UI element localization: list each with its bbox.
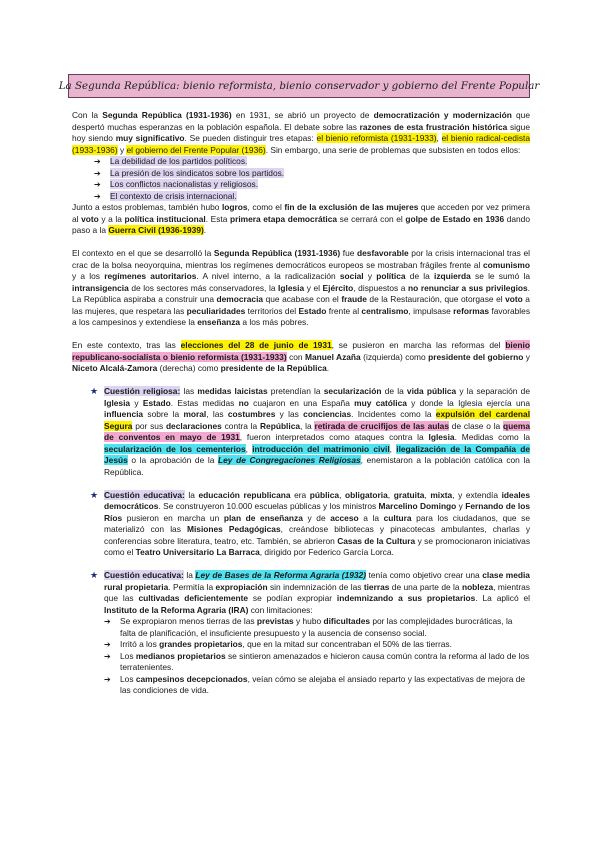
highlight: quema de conventos en mayo de 1931 — [104, 420, 531, 442]
list-item: ➔ La debilidad de los partidos políticos. — [94, 156, 530, 168]
list-item: ➔ Los campesinos decepcionados, veían cómo se alejaba el ansiado reparto y las expectativas de mejora de las condiciones de vida. — [104, 674, 530, 697]
section-heading: Cuestión educativa: — [104, 489, 185, 500]
highlight: secularización de los cementerios — [104, 443, 246, 454]
achievements-paragraph: Junto a estos problemas, también hubo logros, como el fin de la exclusión de las mujeres que acceden por vez primera al voto y a la política institucional. Esta primera etapa democrática se cerrará con el golpe de Estado en 1936 dando paso a la Guerra Civil (1936-1939). — [72, 202, 530, 235]
title-banner — [58, 74, 540, 98]
problems-list — [72, 156, 530, 202]
highlight: el bienio reformista (1931-1933) — [316, 133, 437, 143]
page-title: La Segunda República: bienio reformista, bienio conservador y gobierno del Frente Popular — [58, 80, 540, 92]
list-item: ➔ Los medianos propietarios se sintieron amenazados e hicieron causa común contra la reforma al lado de los terratenientes. — [104, 651, 530, 674]
context-paragraph: El contexto en el que se desarrolló la Segunda República (1931-1936) fue desfavorable por la crisis internacional tras el crac de la bolsa neoyorquina, mientras los regímenes democráticos europeos se mostraban frágiles frente al comunismo y a los regímenes autoritarios. A nivel interno, a la radicalización social y política de la izquierda se le sumó la intransigencia de los sectores más conservadores, la Iglesia y el Ejército, dispuestos a no renunciar a sus privilegios. La República aspiraba a construir una democracia que acabase con el fraude de la Restauración, que otorgase el voto a las mujeres, que respetara las peculiaridades territorios del Estado frente al centralismo, impulsase reformas favorables a los campesinos y extendiese la enseñanza a los más pobres. — [72, 248, 531, 327]
intro-paragraph: Con la Segunda República (1931-1936) en 1931, se abrió un proyecto de democratización y modernización que despertó muchas esperanzas en la población española. El debate sobre las razones de esta frustración histórica sigue hoy siendo muy significativo. Se pueden distinguir tres etapas: el bienio reformista (1931-1933), el bienio radical-cedista (1933-1936) y el gobierno del Frente Popular (1936). Sin embargo, una serie de problemas que subsisten en todos ellos: — [72, 110, 530, 155]
list-item: ➔ El contexto de crisis internacional. — [94, 191, 530, 203]
list-item: ➔ Irritó a los grandes propietarios, que en la mitad sur concentraban el 50% de las tierras. — [104, 639, 530, 651]
highlight: Guerra Civil (1936-1939) — [108, 225, 204, 235]
section-education: ★ Cuestión educativa: la educación republicana era pública, obligatoria, gratuita, mixta, y extendía ideales democráticos. Se construyeron 10.000 escuelas públicas y los ministros Marcelino Domingo y Fernando de los Ríos pusieron en marcha un plan de enseñanza y de acceso a la cultura para los ciudadanos, que se materializó con las Misiones Pedagógicas, creándose bibliotecas y pinacotecas ambulantes, charlas y conferencias sobre literatura, teatro, etc. También, se abrieron Casas de la Cultura y se promocionaron iniciativas como el Teatro Universitario La Barraca, dirigido por Federico García Lorca. — [90, 489, 531, 557]
list-item: ➔ Se expropiaron menos tierras de las previstas y hubo dificultades por las complejidades burocráticas, la falta de planificación, el insuficiente presupuesto y la ausencia de consenso social. — [104, 616, 530, 639]
list-item: ➔ La presión de los sindicatos sobre los partidos. — [94, 168, 530, 180]
highlight: Ley de Congregaciones Religiosas — [218, 455, 361, 465]
highlight: introducción del matrimonio civil — [252, 443, 390, 454]
star-bullet-icon: ★ — [90, 386, 99, 396]
highlight: retirada de crucifijos de las aulas — [314, 420, 449, 431]
highlight: bienio republicano-socialista o bienio reformista (1931-1933) — [72, 340, 530, 362]
highlight: Ley de Bases de la Reforma Agraria (1932) — [195, 570, 366, 580]
reform-sections — [72, 386, 530, 697]
star-bullet-icon: ★ — [90, 489, 99, 500]
highlight: el gobierno del Frente Popular (1936) — [126, 144, 266, 155]
star-bullet-icon: ★ — [90, 570, 99, 580]
highlight: elecciones del 28 de junio de 1931 — [180, 340, 332, 350]
highlight: el bienio radical-cedista (1933-1936) — [72, 133, 530, 155]
list-item: ➔ Los conflictos nacionalistas y religiosos. — [94, 179, 530, 191]
section-heading: Cuestión religiosa: — [104, 386, 181, 396]
highlight: expulsión del cardenal Segura — [104, 409, 531, 431]
highlight: ilegalización de la Compañía de Jesús — [104, 443, 531, 465]
limitations-list — [104, 616, 530, 697]
reform-intro-paragraph: En este contexto, tras las elecciones del 28 de junio de 1931, se pusieron en marcha las reformas del bienio republicano-socialista o bienio reformista (1931-1933) con Manuel Azaña (izquierda) como presidente del gobierno y Niceto Alcalá-Zamora (derecha) como presidente de la República. — [72, 340, 530, 373]
document-body — [72, 110, 530, 697]
section-religious: ★ Cuestión religiosa: las medidas laicistas pretendían la secularización de la vida pública y la separación de Iglesia y Estado. Estas medidas no cuajaron en una España muy católica y donde la Iglesia ejercía una influencia sobre la moral, las costumbres y las conciencias. Incidentes como la expulsión del cardenal Segura por sus declaraciones contra la República, la retirada de crucifijos de las aulas de clase o la quema de conventos en mayo de 1931, fueron interpretados como ataques contra la Iglesia. Medidas como la secularización de los cementerios, introducción del matrimonio civil, ilegalización de la Compañía de Jesús o la aprobación de la Ley de Congregaciones Religiosas, enemistaron a la población católica con la República. — [90, 386, 531, 477]
section-agrarian: ★ Cuestión educativa: la Ley de Bases de la Reforma Agraria (1932) tenía como objetivo crear una clase media rural propietaria. Permitía la expropiación sin indemnización de las tierras de una parte de la nobleza, mientras que las cultivadas deficientemente se podían expropiar indemnizando a sus propietarios. La aplicó el Instituto de la Reforma Agraria (IRA) con limitaciones: ➔ Se expropiaron menos tierras de las previstas y hubo dificultades por las complejidades burocráticas, la falta de planificación, el insuficiente presupuesto y la ausencia de consenso social. ➔ Irritó a los grandes propietarios, que en la mitad sur concentraban el 50% de las tierras. ➔ Los medianos propietarios se sintieron amenazados e hicieron causa común contra la reforma al lado de los terratenientes. ➔ Los campesinos decepcionados, veían cómo se alejaba el ansiado reparto y las expectativas de mejora de las condiciones de vida. — [92, 570, 530, 697]
section-heading: Cuestión educativa: — [104, 570, 184, 580]
